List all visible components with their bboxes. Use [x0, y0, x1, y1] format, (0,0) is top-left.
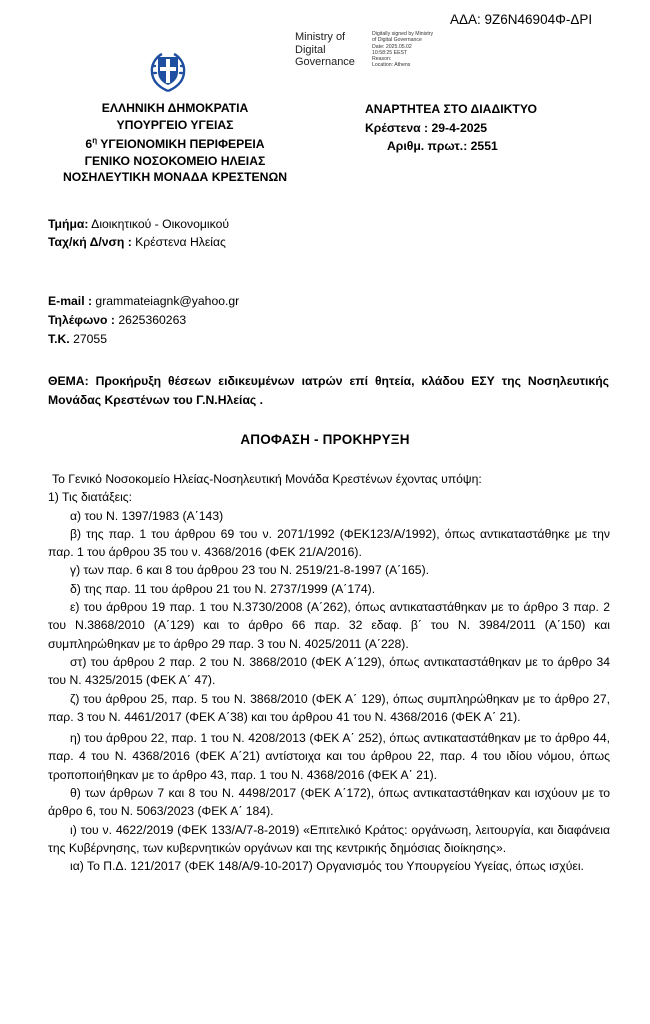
address-row — [48, 233, 348, 251]
issuer-line: ΥΠΟΥΡΓΕΙΟ ΥΓΕΙΑΣ — [116, 117, 234, 132]
contact-info — [48, 292, 348, 349]
greek-coat-of-arms-icon — [146, 48, 190, 92]
subject-label: ΘΕΜΑ: — [48, 374, 89, 388]
provision-item: ια) Το Π.Δ. 121/2017 (ΦΕΚ 148/Α/9-10-2017) Οργανισμός του Υπουργείου Υγείας, όπως ισχύει. — [70, 859, 584, 874]
region-suffix: η — [92, 136, 98, 145]
provision-item: γ) των παρ. 6 και 8 του άρθρου 23 του Ν. 2519/21-8-1997 (Α΄165). — [70, 563, 430, 578]
issuer-line: ΝΟΣΗΛΕΥΤΙΚΗ ΜΟΝΑΔΑ ΚΡΕΣΤΕΝΩΝ — [62, 170, 288, 185]
provision-item: α) του Ν. 1397/1983 (Α΄143) — [70, 508, 224, 523]
region-text: ΥΓΕΙΟΝΟΜΙΚΗ ΠΕΡΙΦΕΡΕΙΑ — [100, 137, 265, 152]
address-label: Ταχ/κή Δ/νση : — [48, 235, 132, 249]
provision-item: στ) του άρθρου 2 παρ. 2 του Ν. 3868/2010 (ΦΕΚ Α΄129), όπως αντικαταστάθηκαν με το άρθρο 34 του Ν. 4325/2015 (ΦΕΚ Α΄ 47). — [48, 654, 610, 688]
phone-label: Τηλέφωνο : — [48, 313, 115, 327]
digital-signature-block — [295, 31, 445, 75]
document-title: ΑΠΟΦΑΣΗ - ΠΡΟΚΗΡΥΞΗ — [240, 432, 410, 447]
place-date: Κρέστενα : 29-4-2025 — [365, 120, 488, 135]
address-value: Κρέστενα Ηλείας — [135, 235, 226, 249]
postal-label: Τ.Κ. — [48, 332, 70, 346]
signer-line: Ministry of — [295, 31, 346, 43]
provision-item: η) του άρθρου 22, παρ. 1 του Ν. 4208/2013 (ΦΕΚ Α΄ 252), όπως αντικαταστάθηκαν με το άρθρο 44, παρ. 4 του Ν. 4368/2016 (ΦΕΚ Α΄21) αντίστοιχα και του άρθρου 22, παρ. 4 του ιδίου νόμου, όπως τροποποιήθηκαν με το άρθρο 43, παρ. 1 του Ν. 4368/2016 (ΦΕΚ Α΄ 21). — [48, 731, 610, 782]
email-link[interactable]: grammateiagnk@yahoo.gr — [95, 294, 240, 308]
subject-line — [48, 372, 609, 410]
signature-detail: 10:58:25 EEST — [372, 49, 408, 56]
signature-detail: Reason: — [372, 56, 392, 63]
signature-detail: Digitally signed by Ministry — [372, 31, 434, 37]
region-number: 6 — [85, 137, 93, 152]
signer-line: Governance — [295, 56, 355, 68]
signature-details — [372, 31, 452, 69]
signature-detail: of Digital Governance — [372, 37, 422, 44]
provision-item: ε) του άρθρου 19 παρ. 1 του Ν.3730/2008 (Α΄262), όπως αντικαταστάθηκαν με το άρθρο 3 παρ. 2 του Ν.3868/2010 (Α΄129) και το άρθρο 66 παρ. 32 εδαφ. β΄ του Ν. 3984/2011 (Α΄150) και συμπληρώθηκαν με το άρθρο 29 παρ. 3 του Ν. 4025/2011 (Α΄228). — [48, 600, 610, 651]
issuer-line-region — [40, 133, 310, 153]
provision-item: ι) του ν. 4622/2019 (ΦΕΚ 133/Α/7-8-2019) «Επιτελικό Κράτος: οργάνωση, λειτουργία, και διαφάνεια της Κυβέρνησης, των κυβερνητικών οργάνων και της κεντρικής δημόσιας διοίκησης». — [48, 822, 610, 855]
signature-detail: Date: 2025.05.02 — [372, 43, 412, 50]
posting-notice: ΑΝΑΡΤΗΤΕΑ ΣΤΟ ΔΙΑΔΙΚΤΥΟ — [365, 102, 537, 116]
provisions-heading: 1) Τις διατάξεις: — [48, 490, 133, 505]
intro-paragraph: Το Γενικό Νοσοκομείο Ηλείας-Νοσηλευτική Μονάδα Κρεστένων έχοντας υπόψη: — [52, 472, 482, 486]
phone-row — [48, 311, 348, 330]
signer-line: Digital — [295, 43, 326, 56]
postal-row — [48, 330, 348, 349]
department-label: Τμήμα: — [48, 217, 89, 231]
email-label: E-mail : — [48, 294, 93, 308]
email-row — [48, 292, 348, 311]
document-meta — [365, 100, 580, 156]
provision-item: θ) των άρθρων 7 και 8 του Ν. 4498/2017 (ΦΕΚ Α΄172), όπως αντικαταστάθηκαν και ισχύουν με το άρθρο 6, του Ν. 5063/2023 (ΦΕΚ Α΄ 184). — [48, 786, 610, 819]
subject-text: Προκήρυξη θέσεων ειδικευμένων ιατρών επί θητεία, κλάδου ΕΣΥ της Νοσηλευτικής Μονάδας Κρεστένων του Γ.Ν.Ηλείας . — [48, 374, 609, 407]
issuer-line: ΕΛΛΗΝΙΚΗ ΔΗΜΟΚΡΑΤΙΑ — [101, 101, 249, 115]
provision-item: β) της παρ. 1 του άρθρου 69 του ν. 2071/1992 (ΦΕΚ123/Α/1992), όπως αντικαταστάθηκε με την παρ. 1 του άρθρου 35 του ν. 4368/2016 (ΦΕΚ 21/Α/2016). — [48, 526, 610, 560]
protocol-number: Αριθμ. πρωτ.: 2551 — [387, 139, 498, 153]
phone-value: 2625360263 — [118, 313, 187, 327]
department-value: Διοικητικού - Οικονομικού — [91, 217, 230, 231]
issuer-header — [40, 100, 310, 186]
postal-value: 27055 — [73, 332, 107, 346]
signature-detail: Location: Athens — [372, 62, 411, 69]
issuer-line: ΓΕΝΙΚΟ ΝΟΣΟΚΟΜΕΙΟ ΗΛΕΙΑΣ — [84, 153, 266, 168]
department-info — [48, 215, 348, 251]
ada-code: ΑΔΑ: 9Ζ6Ν46904Φ-ΔΡΙ — [450, 12, 593, 27]
signer-name — [295, 31, 369, 69]
decision-body — [48, 470, 610, 876]
provision-item: ζ) του άρθρου 25, παρ. 5 του Ν. 3868/2010 (ΦΕΚ Α΄ 129), όπως συμπληρώθηκαν με το άρθρο 27, παρ. 3 του Ν. 4461/2017 (ΦΕΚ Α΄38) και του άρθρου 41 του Ν. 4368/2016 (ΦΕΚ Α΄ 21). — [48, 691, 610, 724]
provision-item: δ) της παρ. 11 του άρθρου 21 του Ν. 2737/1999 (Α΄174). — [70, 581, 376, 596]
department-row — [48, 215, 348, 233]
